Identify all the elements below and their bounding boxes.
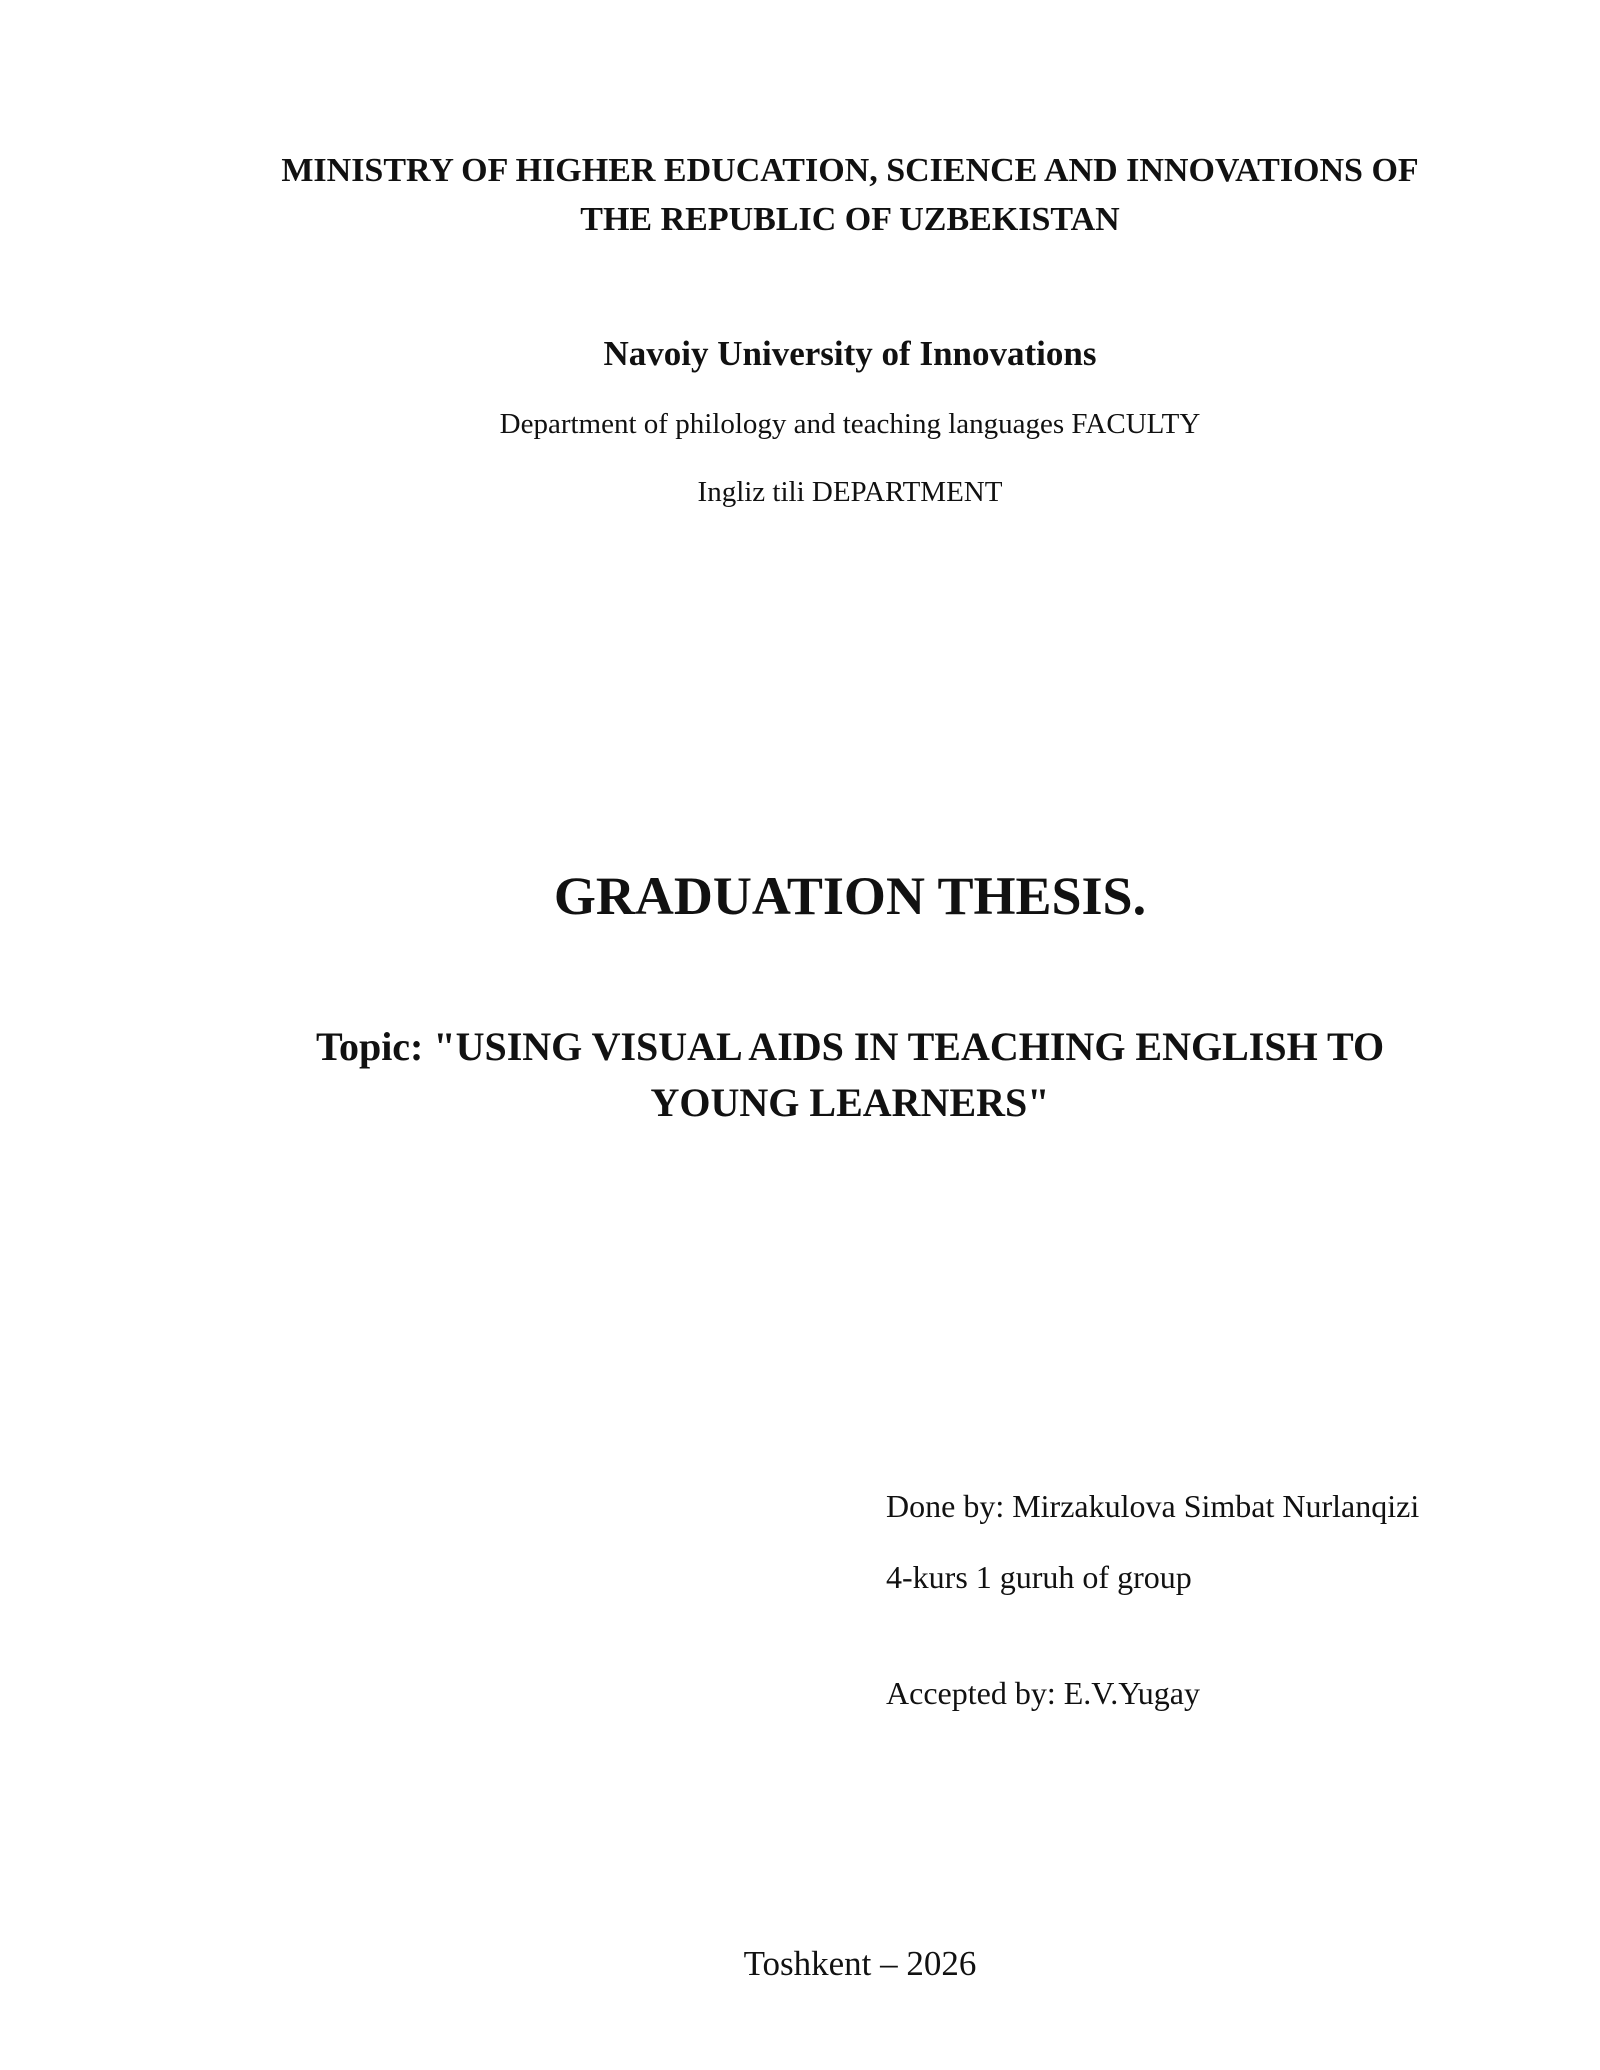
ministry-line-2: THE REPUBLIC OF UZBEKISTAN xyxy=(580,201,1120,238)
university-name: Navoiy University of Innovations xyxy=(603,334,1097,373)
supervisor-name: Accepted by: E.V.Yugay xyxy=(886,1675,1200,1711)
place-and-year: Toshkent – 2026 xyxy=(743,1944,977,1983)
topic-line-2: YOUNG LEARNERS" xyxy=(650,1080,1050,1125)
department-name: Ingliz tili DEPARTMENT xyxy=(697,476,1003,508)
document-title: GRADUATION THESIS. xyxy=(553,866,1147,926)
student-group: 4-kurs 1 guruh of group xyxy=(886,1559,1192,1595)
faculty-name: Department of philology and teaching languages FACULTY xyxy=(499,408,1201,440)
ministry-line-1: MINISTRY OF HIGHER EDUCATION, SCIENCE AND INNOVATIONS OF xyxy=(281,152,1419,189)
thesis-topic xyxy=(260,1019,1440,1131)
author-name: Done by: Mirzakulova Simbat Nurlanqizi xyxy=(886,1488,1420,1524)
topic-line-1: Topic: "USING VISUAL AIDS IN TEACHING ENGLISH TO xyxy=(315,1024,1385,1069)
ministry-heading xyxy=(230,146,1470,244)
